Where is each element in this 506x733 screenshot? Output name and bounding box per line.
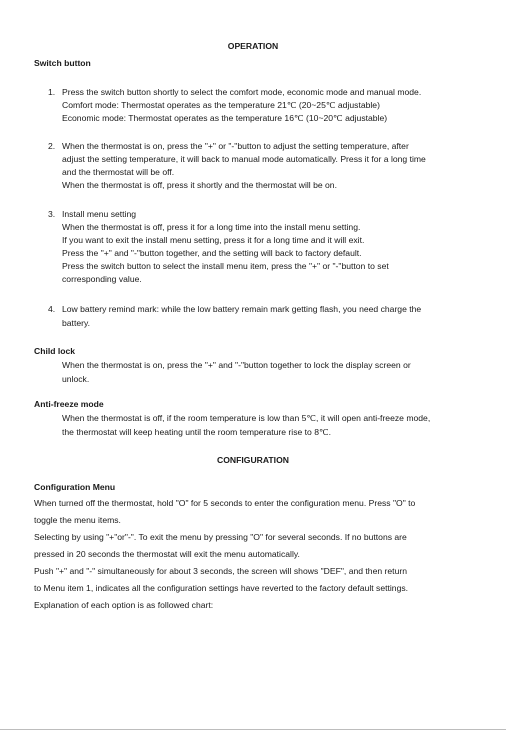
item-3-line-2: When the thermostat is off, press it for a long time into the install menu setting. bbox=[62, 222, 361, 232]
item-3-number: 3. bbox=[48, 209, 56, 219]
config-line-4: pressed in 20 seconds the thermostat will exit the menu automatically. bbox=[34, 549, 300, 559]
anti-freeze-title: Anti-freeze mode bbox=[34, 399, 104, 409]
anti-freeze-line-2: the thermostat will keep heating until the room temperature rise to 8℃. bbox=[62, 427, 332, 437]
configuration-heading: CONFIGURATION bbox=[217, 455, 289, 465]
child-lock-line-2: unlock. bbox=[62, 374, 90, 384]
config-line-6: to Menu item 1, indicates all the configuration settings have reverted to the factory default settings. bbox=[34, 583, 409, 593]
config-line-1: When turned off the thermostat, hold "O" for 5 seconds to enter the configuration menu. Press "O" to bbox=[34, 498, 416, 508]
item-3-line-3: If you want to exit the install menu setting, press it for a long time and it will exit. bbox=[62, 235, 365, 245]
item-3-line-6: corresponding value. bbox=[62, 274, 142, 284]
item-3-line-5: Press the switch button to select the install menu item, press the "+" or "-"button to set bbox=[62, 261, 389, 271]
config-line-7: Explanation of each option is as followed chart: bbox=[34, 600, 214, 610]
page-bottom-rule bbox=[0, 729, 506, 730]
item-3-line-4: Press the "+" and "-"button together, and the setting will back to factory default. bbox=[62, 248, 362, 258]
anti-freeze-line-1: When the thermostat is off, if the room temperature is low than 5℃, it will open anti-freeze mode, bbox=[62, 413, 431, 423]
item-3-line-1: Install menu setting bbox=[62, 209, 137, 219]
item-4-number: 4. bbox=[48, 304, 56, 314]
item-1-line-1: Press the switch button shortly to select the comfort mode, economic mode and manual mode. bbox=[62, 87, 422, 97]
item-1-line-3: Economic mode: Thermostat operates as the temperature 16℃ (10~20℃ adjustable) bbox=[62, 113, 388, 123]
item-1-line-2: Comfort mode: Thermostat operates as the temperature 21℃ (20~25℃ adjustable) bbox=[62, 100, 380, 110]
item-2-number: 2. bbox=[48, 141, 56, 151]
item-4-line-1: Low battery remind mark: while the low battery remain mark getting flash, you need charge the bbox=[62, 304, 422, 314]
item-4-line-2: battery. bbox=[62, 318, 91, 328]
config-line-2: toggle the menu items. bbox=[34, 515, 121, 525]
operation-heading: OPERATION bbox=[227, 41, 279, 51]
configuration-menu-title: Configuration Menu bbox=[34, 482, 116, 492]
config-line-5: Push "+" and "-" simultaneously for about 3 seconds, the screen will shows "DEF", and then return bbox=[34, 566, 407, 576]
config-line-3: Selecting by using "+"or"-". To exit the menu by pressing "O" for several seconds. If no buttons are bbox=[34, 532, 407, 542]
item-2-line-1: When the thermostat is on, press the "+" or "-"button to adjust the setting temperature, after bbox=[62, 141, 409, 151]
item-2-line-3: and the thermostat will be off. bbox=[62, 167, 175, 177]
child-lock-title: Child lock bbox=[34, 346, 76, 356]
item-2-line-4: When the thermostat is off, press it shortly and the thermostat will be on. bbox=[62, 180, 337, 190]
item-1-number: 1. bbox=[48, 87, 56, 97]
child-lock-line-1: When the thermostat is on, press the "+" and "-"button together to lock the display screen or bbox=[62, 360, 411, 370]
item-2-line-2: adjust the setting temperature, it will back to manual mode automatically. Press it for a long time bbox=[62, 154, 426, 164]
switch-button-title: Switch button bbox=[34, 58, 91, 68]
